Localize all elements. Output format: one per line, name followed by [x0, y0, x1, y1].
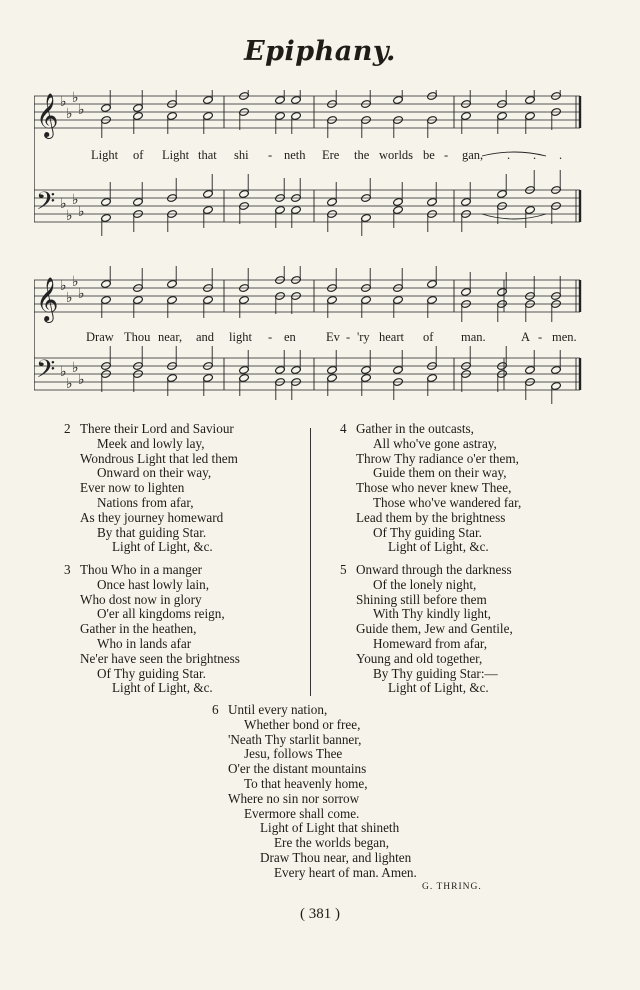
verse-number: 4 [340, 421, 347, 436]
flat-icon: ♭ [60, 364, 67, 380]
lyric-syllable: Light [91, 148, 119, 162]
verse-6 [212, 702, 417, 881]
flat-icon: ♭ [60, 196, 67, 212]
verse-line: Light of Light that shineth [260, 820, 400, 836]
lyric-syllable: neth [284, 148, 306, 162]
music-system-2 [34, 266, 586, 411]
column-divider [310, 428, 311, 696]
verse-refrain: Light of Light, &c. [112, 539, 213, 555]
lyric-syllable: Ev [326, 330, 340, 344]
lyric-syllable: shi [234, 148, 249, 162]
verse-line: Ne'er have seen the brightness [80, 650, 240, 666]
verse-line: Nations from afar, [97, 494, 194, 510]
lyric-syllable: 'ry [357, 330, 370, 344]
lyric-syllable: gan, [462, 148, 484, 162]
verse-refrain: Light of Light, &c. [388, 680, 489, 696]
verse-line: Meek and lowly lay, [97, 435, 205, 451]
verse-line: O'er the distant mountains [228, 761, 367, 777]
verse-line: To that heavenly home, [244, 775, 368, 791]
verse-line: Once hast lowly lain, [97, 576, 210, 592]
verse-line: Who in lands afar [97, 635, 192, 651]
verse-number: 5 [340, 562, 347, 577]
verse-line: Who dost now in glory [80, 591, 202, 607]
verse-line: Onward on their way, [97, 465, 212, 481]
verse-refrain: Light of Light, &c. [388, 539, 489, 555]
music-system-1 [34, 90, 586, 250]
flat-icon: ♭ [66, 290, 73, 306]
flat-icon: ♭ [78, 372, 85, 388]
verse-line: Jesu, follows Thee [244, 746, 343, 762]
verse-line: Whether bond or free, [244, 716, 361, 732]
verse-line: Evermore shall come. [244, 805, 360, 821]
flat-icon: ♭ [78, 286, 85, 302]
verse-line: Of the lonely night, [373, 576, 477, 592]
verse-line: Shining still before them [356, 591, 487, 607]
verse-line: Those who never knew Thee, [356, 480, 512, 496]
lyric-syllable: man. [461, 330, 486, 344]
lyric-syllable: men. [552, 330, 577, 344]
lyric-syllable: worlds [379, 148, 414, 162]
lyric-syllable: en [284, 330, 296, 344]
verse-line: 2 There their Lord and Saviour [64, 421, 234, 436]
slur [482, 152, 546, 156]
music-staff-system-2 [34, 266, 586, 411]
verse-line: With Thy kindly light, [373, 606, 491, 622]
verse-line: 'Neath Thy starlit banner, [228, 731, 362, 747]
lyric-syllable: near, [158, 330, 183, 344]
verse-5 [340, 562, 513, 696]
verse-refrain: Light of Light, &c. [112, 680, 213, 696]
music-staff-system-1 [34, 90, 586, 250]
verse-number: 3 [64, 562, 71, 577]
lyric-syllable: . [507, 148, 511, 162]
lyric-syllable: be [423, 148, 435, 162]
flat-icon: ♭ [78, 204, 85, 220]
lyric-syllable: and [196, 330, 215, 344]
lyric-syllable: - [444, 148, 449, 162]
verse-line: Ever now to lighten [80, 480, 185, 496]
flat-icon: ♭ [66, 208, 73, 224]
author-credit: G. THRING. [422, 882, 482, 892]
lyric-syllable: . [559, 148, 563, 162]
flat-icon: ♭ [72, 192, 79, 208]
verse-line: Of Thy guiding Star. [97, 665, 206, 681]
verse-line: Of Thy guiding Star. [373, 524, 482, 540]
lyric-syllable: Light [162, 148, 190, 162]
lyric-syllable: light [229, 330, 252, 344]
verse-line: Ere the worlds began, [274, 835, 389, 851]
lyric-syllable: - [346, 330, 351, 344]
verse-2 [64, 421, 238, 555]
flat-icon: ♭ [60, 278, 67, 294]
verse-line: Guide them, Jew and Gentile, [356, 621, 513, 637]
lyric-syllable: - [268, 148, 273, 162]
lyric-syllable: Ere [322, 148, 340, 162]
verse-line: Where no sin nor sorrow [228, 790, 360, 806]
verse-3 [64, 562, 240, 696]
verse-number: 6 [212, 702, 219, 717]
lyric-syllable: of [423, 330, 434, 344]
verse-line: Every heart of man. Amen. [274, 864, 417, 880]
verse-line: Draw Thou near, and lighten [260, 849, 412, 865]
verse-line: Throw Thy radiance o'er them, [356, 450, 519, 466]
lyric-syllable: that [198, 148, 217, 162]
flat-icon: ♭ [72, 360, 79, 376]
verse-line: Those who've wandered far, [373, 494, 522, 510]
verse-line: Lead them by the brightness [356, 509, 506, 525]
verse-number: 2 [64, 421, 71, 436]
verse-line: 4 Gather in the outcasts, [340, 421, 474, 436]
verse-line: 6 Until every nation, [212, 702, 328, 717]
flat-icon: ♭ [66, 106, 73, 122]
flat-icon: ♭ [60, 94, 67, 110]
verse-line: By Thy guiding Star:— [373, 665, 498, 681]
flat-icon: ♭ [66, 376, 73, 392]
treble-clef-icon: 𝄞 [36, 277, 59, 321]
lyric-syllable: . [533, 148, 537, 162]
lyric-syllable: heart [379, 330, 404, 344]
treble-clef-icon: 𝄞 [36, 93, 59, 137]
verse-line: Gather in the heathen, [80, 621, 197, 637]
page-number: ( 381 ) [300, 906, 340, 922]
flat-icon: ♭ [72, 274, 79, 290]
bass-clef-icon: 𝄢 [36, 187, 56, 222]
verse-line: As they journey homeward [80, 509, 224, 525]
verse-line: Young and old together, [356, 650, 483, 666]
slur [482, 214, 546, 219]
verse-line: O'er all kingdoms reign, [97, 606, 225, 622]
lyric-syllable: Thou [124, 330, 151, 344]
flat-icon: ♭ [72, 90, 79, 106]
verse-line: 5 Onward through the darkness [340, 562, 512, 577]
verse-line: 3 Thou Who in a manger [64, 562, 203, 577]
flat-icon: ♭ [78, 102, 85, 118]
lyric-syllable: Draw [86, 330, 114, 344]
lyric-syllable: - [538, 330, 543, 344]
verse-4 [340, 421, 522, 555]
bass-clef-icon: 𝄢 [36, 355, 56, 390]
lyric-syllable: - [268, 330, 273, 344]
verse-line: By that guiding Star. [97, 524, 207, 540]
verse-line: Wondrous Light that led them [80, 450, 238, 466]
page-title: Epiphany. [244, 36, 396, 67]
verse-line: Guide them on their way, [373, 465, 507, 481]
lyric-syllable: of [133, 148, 144, 162]
verse-line: All who've gone astray, [373, 435, 497, 451]
lyric-syllable: A [521, 330, 531, 344]
verse-line: Homeward from afar, [373, 635, 488, 651]
lyric-syllable: the [354, 148, 370, 162]
